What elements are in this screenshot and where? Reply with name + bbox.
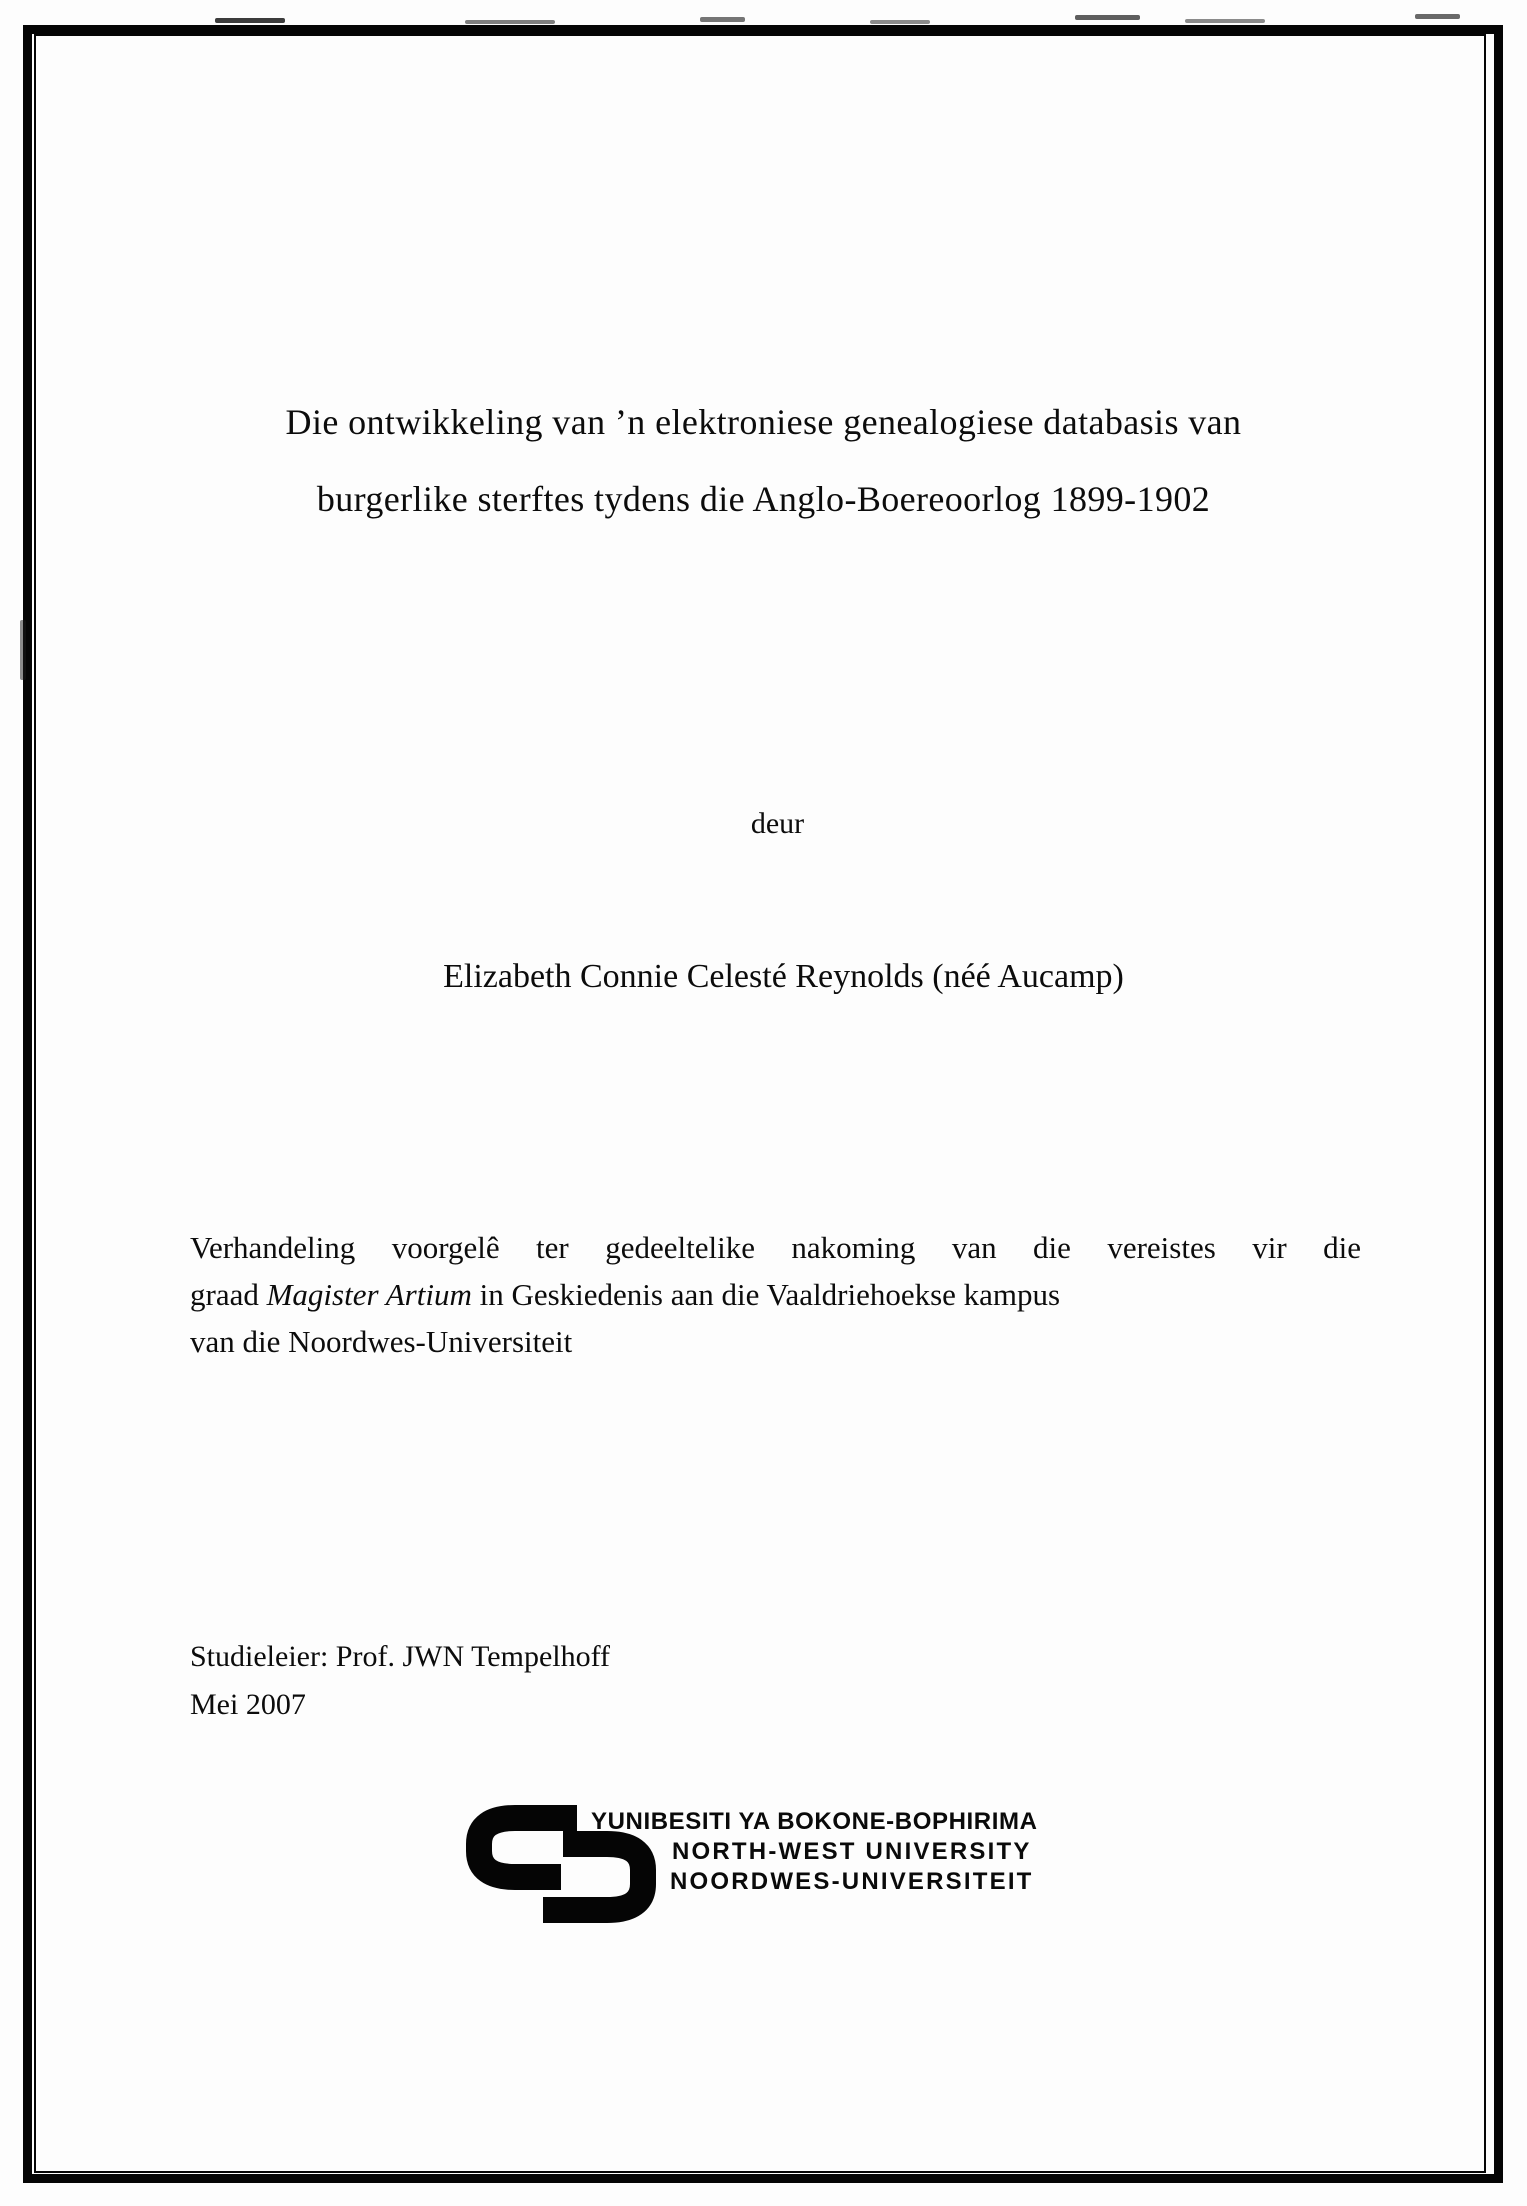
title-line-2: burgerlike sterftes tydens die Anglo-Boereoorlog 1899-1902 (316, 479, 1211, 519)
title-line-1: Die ontwikkeling van ’n elektroniese genealogiese databasis van (285, 402, 1242, 442)
author-name: Elizabeth Connie Celesté Reynolds (néé Aucamp) (443, 958, 1124, 995)
scan-artifact (1075, 15, 1140, 20)
thesis-description (190, 1224, 1361, 1365)
supervisor-block (190, 1633, 610, 1729)
scan-artifact (465, 20, 555, 24)
scan-artifact (215, 18, 285, 23)
scan-artifact (20, 620, 26, 680)
description-line-3: van die Noordwes-Universiteit (190, 1324, 573, 1359)
date-line: Mei 2007 (190, 1688, 306, 1721)
thesis-title (60, 384, 1467, 538)
supervisor-line: Studieleier: Prof. JWN Tempelhoff (190, 1640, 611, 1673)
description-line-2-suffix: in Geskiedenis aan die Vaaldriehoekse kampus (471, 1277, 1061, 1312)
scan-artifact (700, 17, 745, 22)
university-logo (463, 1802, 1163, 1932)
logo-text-line-2: NORTH-WEST UNIVERSITY (672, 1838, 1032, 1865)
scan-artifact (1185, 19, 1265, 23)
logo-text-line-1: YUNIBESITI YA BOKONE-BOPHIRIMA (591, 1808, 1038, 1835)
byline-label: deur (750, 807, 805, 840)
logo-text-line-3: NOORDWES-UNIVERSITEIT (670, 1868, 1034, 1895)
scan-artifact (1415, 14, 1460, 19)
degree-name: Magister Artium (266, 1277, 472, 1312)
description-line-1: Verhandeling voorgelê ter gedeeltelike nakoming van die vereistes vir die (190, 1230, 1361, 1265)
description-line-2 (190, 1271, 1361, 1318)
description-line-2-prefix: graad (190, 1277, 267, 1312)
scan-artifact (870, 20, 930, 24)
